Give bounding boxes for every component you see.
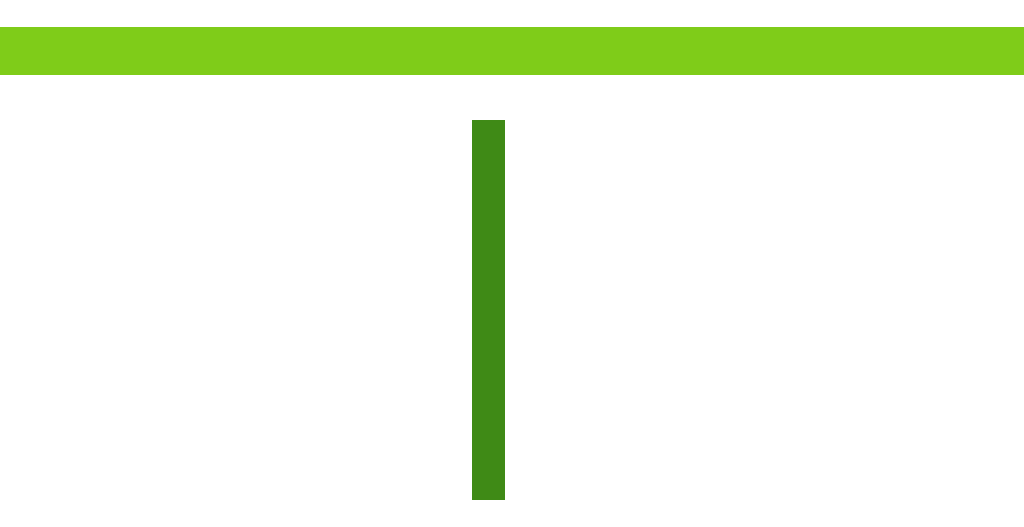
page-title — [172, 33, 178, 65]
title-banner — [0, 27, 1024, 75]
lunch-break-column — [472, 120, 505, 500]
